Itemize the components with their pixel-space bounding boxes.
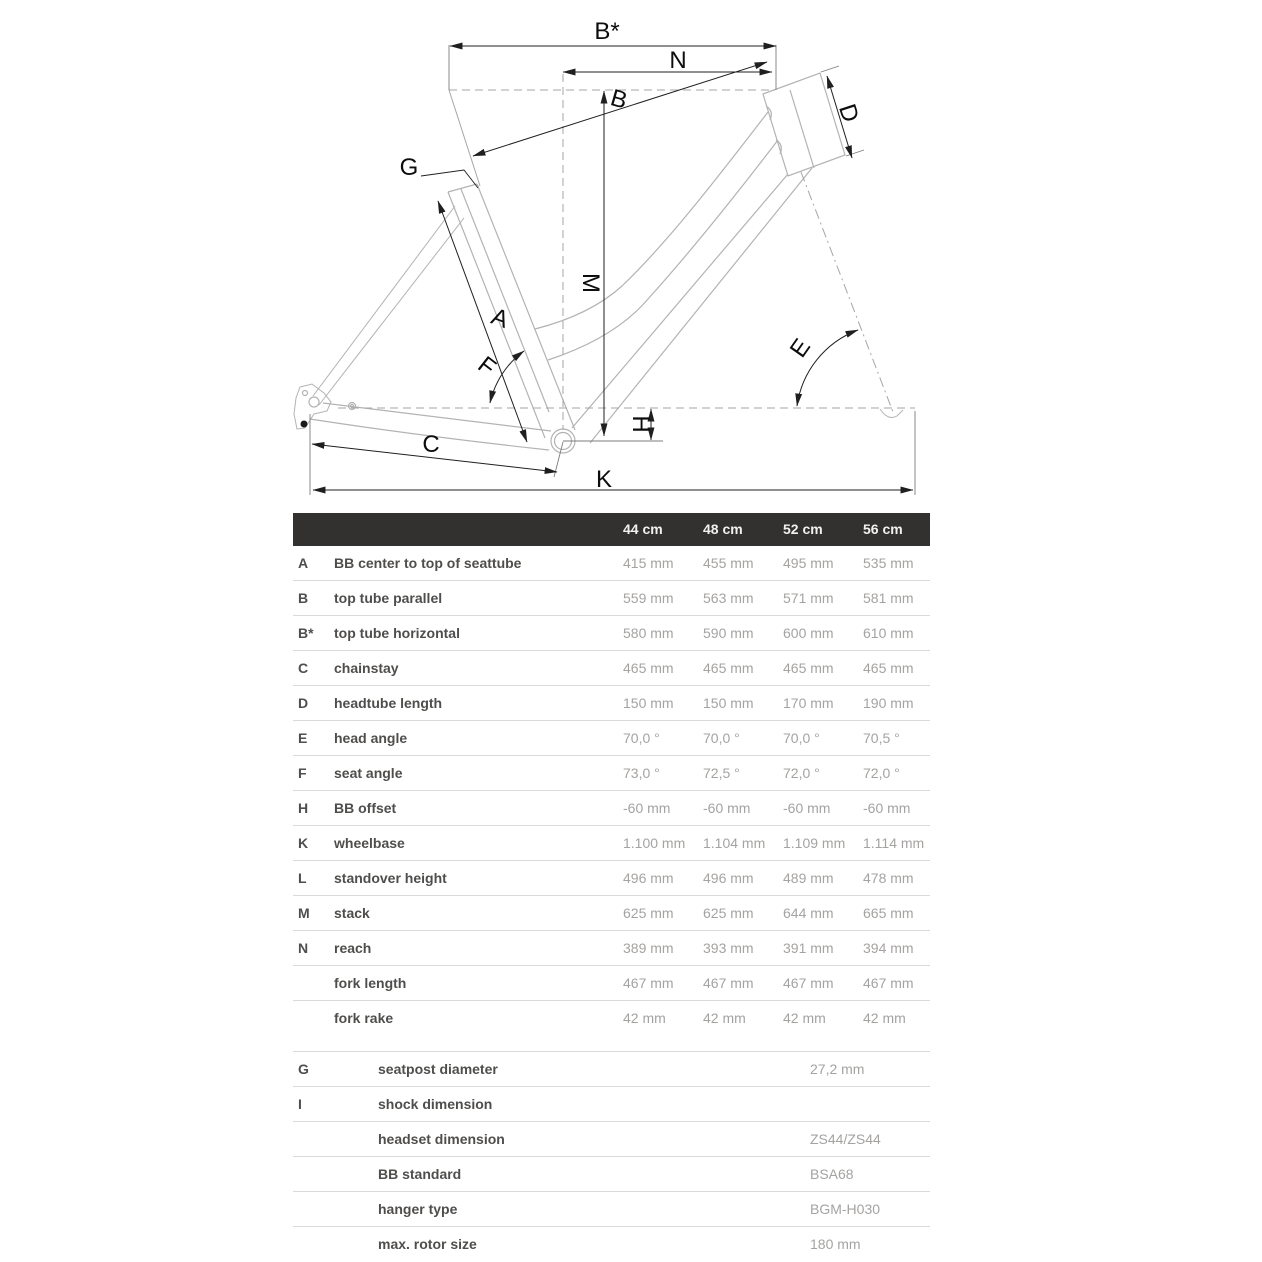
size-col-52: 52 cm xyxy=(783,521,823,537)
size-col-48: 48 cm xyxy=(703,521,743,537)
row-value-52: 467 mm xyxy=(783,975,834,991)
row-value: 27,2 mm xyxy=(810,1061,865,1077)
geometry-rows xyxy=(293,546,930,1035)
row-value-52: 1.109 mm xyxy=(783,835,846,851)
label-bb-offset: H xyxy=(627,415,654,433)
size-col-56: 56 cm xyxy=(863,521,903,537)
row-value-44: 580 mm xyxy=(623,625,674,641)
row-letter: B* xyxy=(298,625,314,641)
row-value-44: -60 mm xyxy=(623,800,671,816)
label-top-tube-horizontal: B* xyxy=(594,18,620,45)
row-value-48: 496 mm xyxy=(703,870,754,886)
row-value-52: 72,0 ° xyxy=(783,765,820,781)
row-value-48: 42 mm xyxy=(703,1010,746,1026)
row-value-52: 170 mm xyxy=(783,695,834,711)
row-value-48: 1.104 mm xyxy=(703,835,766,851)
extension-lines xyxy=(310,45,915,495)
table-row xyxy=(293,966,930,1001)
row-value-52: 70,0 ° xyxy=(783,730,820,746)
row-letter: D xyxy=(298,695,309,711)
row-value-48: 393 mm xyxy=(703,940,754,956)
label-headtube-length: D xyxy=(833,100,865,126)
frame-geometry-diagram xyxy=(0,0,1262,505)
row-label: BB standard xyxy=(378,1166,462,1182)
rear-axle-dot xyxy=(301,421,308,428)
row-value-56: 70,5 ° xyxy=(863,730,900,746)
row-value-56: 610 mm xyxy=(863,625,914,641)
row-value-48: -60 mm xyxy=(703,800,751,816)
row-value-48: 467 mm xyxy=(703,975,754,991)
row-value-44: 1.100 mm xyxy=(623,835,686,851)
table-row xyxy=(293,651,930,686)
row-letter: G xyxy=(298,1061,309,1077)
row-value-48: 465 mm xyxy=(703,660,754,676)
table-row xyxy=(293,1122,930,1157)
row-value-48: 455 mm xyxy=(703,555,754,571)
row-value-56: -60 mm xyxy=(863,800,911,816)
row-value-56: 581 mm xyxy=(863,590,914,606)
row-label: fork length xyxy=(334,975,407,991)
table-row xyxy=(293,1001,930,1035)
row-value-52: 489 mm xyxy=(783,870,834,886)
row-label: stack xyxy=(334,905,370,921)
table-row xyxy=(293,756,930,791)
label-stack: M xyxy=(577,273,604,293)
row-label: reach xyxy=(334,940,372,956)
row-value-52: 495 mm xyxy=(783,555,834,571)
row-label: seatpost diameter xyxy=(378,1061,498,1077)
row-value-56: 665 mm xyxy=(863,905,914,921)
label-head-angle: E xyxy=(784,333,817,363)
row-value-56: 1.114 mm xyxy=(863,835,925,851)
row-value-44: 625 mm xyxy=(623,905,674,921)
row-value-56: 478 mm xyxy=(863,870,914,886)
row-value-44: 467 mm xyxy=(623,975,674,991)
row-value-44: 559 mm xyxy=(623,590,674,606)
row-value-52: 42 mm xyxy=(783,1010,826,1026)
label-chainstay: C xyxy=(422,431,440,458)
components-rows xyxy=(293,1051,930,1261)
row-value-48: 563 mm xyxy=(703,590,754,606)
row-value-44: 415 mm xyxy=(623,555,674,571)
row-letter: A xyxy=(298,555,309,571)
row-label: wheelbase xyxy=(334,835,405,851)
reference-lines xyxy=(338,74,915,433)
table-row xyxy=(293,686,930,721)
row-letter: E xyxy=(298,730,308,746)
row-value-56: 467 mm xyxy=(863,975,914,991)
row-value: BGM-H030 xyxy=(810,1201,881,1217)
row-value-44: 73,0 ° xyxy=(623,765,660,781)
label-top-tube-parallel: B xyxy=(607,84,631,115)
row-value-52: -60 mm xyxy=(783,800,831,816)
bike-frame-outline xyxy=(294,73,903,453)
row-letter: B xyxy=(298,590,309,606)
row-value-48: 70,0 ° xyxy=(703,730,740,746)
table-row xyxy=(293,791,930,826)
row-label: seat angle xyxy=(334,765,403,781)
table-row xyxy=(293,1087,930,1122)
table-row xyxy=(293,721,930,756)
table-row xyxy=(293,826,930,861)
row-value-44: 389 mm xyxy=(623,940,674,956)
row-label: shock dimension xyxy=(378,1096,493,1112)
row-value: BSA68 xyxy=(810,1166,854,1182)
size-header-row xyxy=(293,513,930,546)
row-label: BB center to top of seattube xyxy=(334,555,522,571)
row-letter: C xyxy=(298,660,309,676)
table-row xyxy=(293,1157,930,1192)
row-value: 180 mm xyxy=(810,1236,861,1252)
row-value-52: 571 mm xyxy=(783,590,834,606)
row-value-52: 644 mm xyxy=(783,905,834,921)
row-label: headtube length xyxy=(334,695,443,711)
row-value-48: 150 mm xyxy=(703,695,754,711)
row-letter: N xyxy=(298,940,309,956)
row-value: ZS44/ZS44 xyxy=(810,1131,881,1147)
row-label: hanger type xyxy=(378,1201,458,1217)
row-value-56: 465 mm xyxy=(863,660,914,676)
row-letter: L xyxy=(298,870,307,886)
row-value-56: 535 mm xyxy=(863,555,914,571)
row-value-52: 465 mm xyxy=(783,660,834,676)
row-letter: F xyxy=(298,765,307,781)
table-row xyxy=(293,1052,930,1087)
row-label: max. rotor size xyxy=(378,1236,477,1252)
row-value-56: 42 mm xyxy=(863,1010,906,1026)
row-value-44: 465 mm xyxy=(623,660,674,676)
row-letter: H xyxy=(298,800,309,816)
dimension-lines xyxy=(312,46,913,490)
row-label: head angle xyxy=(334,730,408,746)
row-label: top tube parallel xyxy=(334,590,443,606)
table-row xyxy=(293,1227,930,1261)
row-label: top tube horizontal xyxy=(334,625,460,641)
row-value-56: 72,0 ° xyxy=(863,765,900,781)
row-value-44: 150 mm xyxy=(623,695,674,711)
table-row xyxy=(293,896,930,931)
row-value-44: 496 mm xyxy=(623,870,674,886)
table-row xyxy=(293,546,930,581)
label-reach: N xyxy=(669,47,687,74)
row-letter: M xyxy=(298,905,310,921)
row-value-48: 590 mm xyxy=(703,625,754,641)
table-row xyxy=(293,581,930,616)
row-value-44: 70,0 ° xyxy=(623,730,660,746)
table-row xyxy=(293,861,930,896)
row-label: standover height xyxy=(334,870,447,886)
row-value-56: 190 mm xyxy=(863,695,914,711)
size-col-44: 44 cm xyxy=(623,521,663,537)
row-label: BB offset xyxy=(334,800,397,816)
row-value-56: 394 mm xyxy=(863,940,914,956)
table-row xyxy=(293,616,930,651)
row-letter: K xyxy=(298,835,309,851)
row-value-44: 42 mm xyxy=(623,1010,666,1026)
row-label: chainstay xyxy=(334,660,399,676)
label-seattube-length: A xyxy=(487,303,512,334)
row-value-52: 391 mm xyxy=(783,940,834,956)
geometry-table xyxy=(293,513,930,1261)
row-value-48: 72,5 ° xyxy=(703,765,740,781)
row-value-48: 625 mm xyxy=(703,905,754,921)
row-label: fork rake xyxy=(334,1010,394,1026)
label-wheelbase: K xyxy=(595,466,613,493)
label-seatpost-diameter: G xyxy=(399,154,419,181)
row-label: headset dimension xyxy=(378,1131,505,1147)
row-value-52: 600 mm xyxy=(783,625,834,641)
row-letter: I xyxy=(298,1096,302,1112)
table-row xyxy=(293,931,930,966)
label-seat-angle: F xyxy=(472,351,501,382)
table-row xyxy=(293,1192,930,1227)
